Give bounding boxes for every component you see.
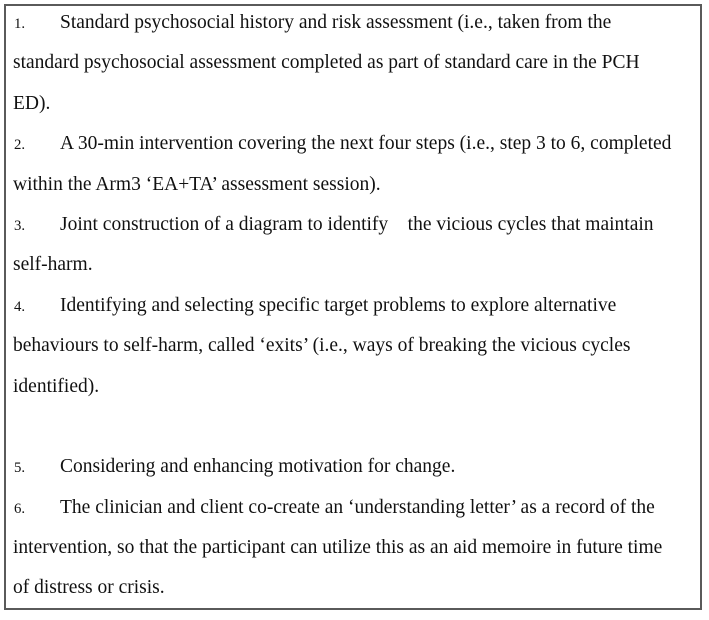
item-text: Joint construction of a diagram to identify the vicious cycles that maintain bbox=[60, 213, 654, 235]
numbered-list bbox=[13, 4, 696, 609]
document-frame bbox=[4, 4, 702, 610]
list-item-first-line bbox=[13, 488, 696, 528]
paragraph-spacer bbox=[13, 407, 696, 447]
item-text: The clinician and client co-create an ‘understanding letter’ as a record of the bbox=[60, 496, 655, 518]
item-text-line: of distress or crisis. bbox=[13, 577, 165, 599]
list-item-first-line bbox=[13, 447, 696, 487]
item-text-line: self-harm. bbox=[13, 254, 93, 276]
item-text-line: identified). bbox=[13, 375, 100, 397]
item-text: A 30-min intervention covering the next four steps (i.e., step 3 to 6, completed bbox=[60, 133, 672, 155]
list-item-2 bbox=[13, 124, 696, 205]
list-item-first-line bbox=[13, 205, 696, 245]
list-item-1 bbox=[13, 4, 696, 124]
item-number: 1. bbox=[14, 16, 26, 32]
item-number: 3. bbox=[14, 217, 26, 234]
item-text-line: within the Arm3 ‘EA+TA’ assessment session). bbox=[13, 173, 381, 195]
list-item-first-line bbox=[13, 4, 696, 43]
item-text: Considering and enhancing motivation for change. bbox=[60, 456, 456, 478]
list-item-3 bbox=[13, 205, 696, 286]
item-number: 6. bbox=[14, 500, 26, 517]
item-text-line: intervention, so that the participant can utilize this as an aid memoire in future time bbox=[13, 537, 663, 559]
list-item-5 bbox=[13, 447, 696, 487]
list-item-4 bbox=[13, 286, 696, 407]
item-number: 4. bbox=[14, 298, 26, 315]
list-item-first-line bbox=[13, 124, 696, 164]
item-number: 2. bbox=[14, 137, 26, 154]
item-text: Standard psychosocial history and risk assessment (i.e., taken from the bbox=[60, 12, 612, 33]
item-number: 5. bbox=[14, 460, 26, 477]
list-item-6 bbox=[13, 488, 696, 609]
list-item-first-line bbox=[13, 286, 696, 326]
item-text: Identifying and selecting specific target problems to explore alternative bbox=[60, 294, 617, 316]
item-text-line: standard psychosocial assessment completed as part of standard care in the PCH bbox=[13, 52, 640, 74]
item-text-line: behaviours to self-harm, called ‘exits’ (i.e., ways of breaking the vicious cycles bbox=[13, 335, 631, 357]
item-text-line: ED). bbox=[13, 92, 51, 114]
